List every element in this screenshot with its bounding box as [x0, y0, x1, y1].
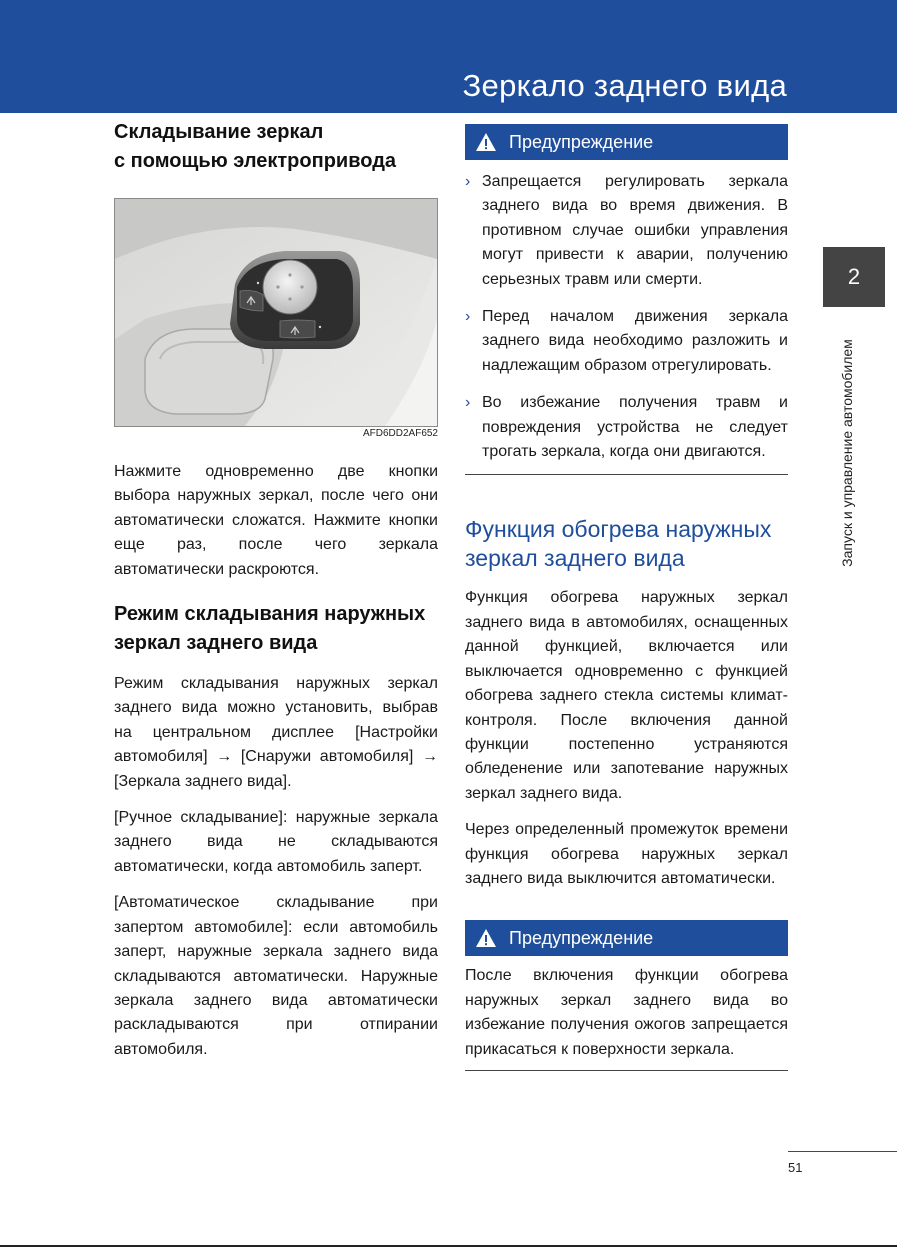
- chapter-label: Запуск и управление автомобилем: [839, 339, 855, 567]
- warning-banner-2: [465, 920, 788, 956]
- page-title: Зеркало заднего вида: [462, 68, 787, 103]
- heading-line-1: Режим складывания наружных: [114, 603, 426, 626]
- chapter-label-vertical: [832, 318, 862, 588]
- warning-item: [465, 391, 788, 464]
- left-column: [114, 118, 438, 1062]
- divider: [465, 474, 788, 475]
- warning-triangle-icon: [475, 132, 497, 152]
- paragraph-heating-function: Функция обогрева наружных зеркал заднего вида в автомобилях, оснащенных данной функцией, включается или выключается одновременно с функцией обогрева заднего стекла системы климат-контроля. После включения данной функции постепенно устраняются обледенение или запотевание наружных зеркал заднего вида.: [465, 589, 788, 802]
- bottom-border: [0, 1245, 897, 1247]
- chevron-right-icon: ›: [465, 394, 471, 412]
- section-heading-folding: [114, 118, 438, 176]
- warning-item: [465, 170, 788, 292]
- paragraph-fold-instructions: Нажмите одновременно две кнопки выбора наружных зеркал, после чего они автоматически сложатся. Нажмите кнопки еще раз, после чего зеркала автоматически раскроются.: [114, 463, 438, 578]
- figure-code: AFD6DD2AF652: [362, 428, 438, 439]
- paragraph-auto-folding: [Автоматическое складывание при запертом автомобиле]: если автомобиль заперт, наружные зеркала заднего вида складываются автоматически. Наружные зеркала заднего вида автоматически раскладываются при отпирании автомобиля.: [114, 894, 438, 1058]
- heading-line-2: с помощью электропривода: [114, 150, 397, 172]
- page-number: 51: [788, 1160, 803, 1175]
- page-header: [0, 0, 897, 113]
- warning-title: Предупреждение: [509, 927, 654, 948]
- divider: [465, 1070, 788, 1071]
- mirror-switch-illustration: [115, 199, 437, 426]
- chapter-number: 2: [847, 264, 861, 289]
- heading-line-1: Складывание зеркал: [114, 121, 324, 143]
- paragraph-folding-mode-setting: Режим складывания наружных зеркал заднего вида можно установить, выбрав на центральном дисплее [Настройки автомобиля] → [Снаружи автомобиля] → [Зеркала заднего вида].: [114, 675, 438, 790]
- warning-item-text: Запрещается регулировать зеркала заднего вида во время движения. В противном случае ошибки управления могут привести к аварии, получению серьезных травм или смерти.: [482, 173, 788, 288]
- chevron-right-icon: ›: [465, 173, 471, 190]
- section-heading-heating: [465, 515, 788, 573]
- warning-triangle-icon: [475, 928, 497, 948]
- warning-item-text: Во избежание получения травм и повреждения устройства не следует трогать зеркала, когда они двигаются.: [482, 394, 788, 461]
- heading-line-2: зеркал заднего вида: [465, 545, 685, 572]
- footer-rule: [788, 1151, 897, 1152]
- warning-item: [465, 305, 788, 378]
- paragraph-heating-auto-off: Через определенный промежуток времени функция обогрева наружных зеркал заднего вида выключится автоматически.: [465, 821, 788, 887]
- chapter-tab: [823, 247, 885, 307]
- warning-item-text: Перед началом движения зеркала заднего вида необходимо разложить и надлежащим образом отрегулировать.: [482, 308, 788, 374]
- right-column: [465, 124, 788, 1071]
- section-heading-folding-mode: [114, 600, 438, 658]
- heading-line-2: зеркал заднего вида: [114, 632, 318, 655]
- warning-text: После включения функции обогрева наружных зеркал заднего вида во избежание получения ожогов запрещается прикасаться к поверхности зеркала.: [465, 967, 788, 1058]
- mirror-control-photo: [114, 198, 438, 427]
- chevron-right-icon: ›: [465, 308, 471, 326]
- warning-banner-1: [465, 124, 788, 160]
- heading-line-1: Функция обогрева наружных: [465, 516, 772, 543]
- paragraph-manual-folding: [Ручное складывание]: наружные зеркала заднего вида не складываются автоматически, когда автомобиль заперт.: [114, 809, 438, 875]
- warning-title: Предупреждение: [509, 131, 654, 152]
